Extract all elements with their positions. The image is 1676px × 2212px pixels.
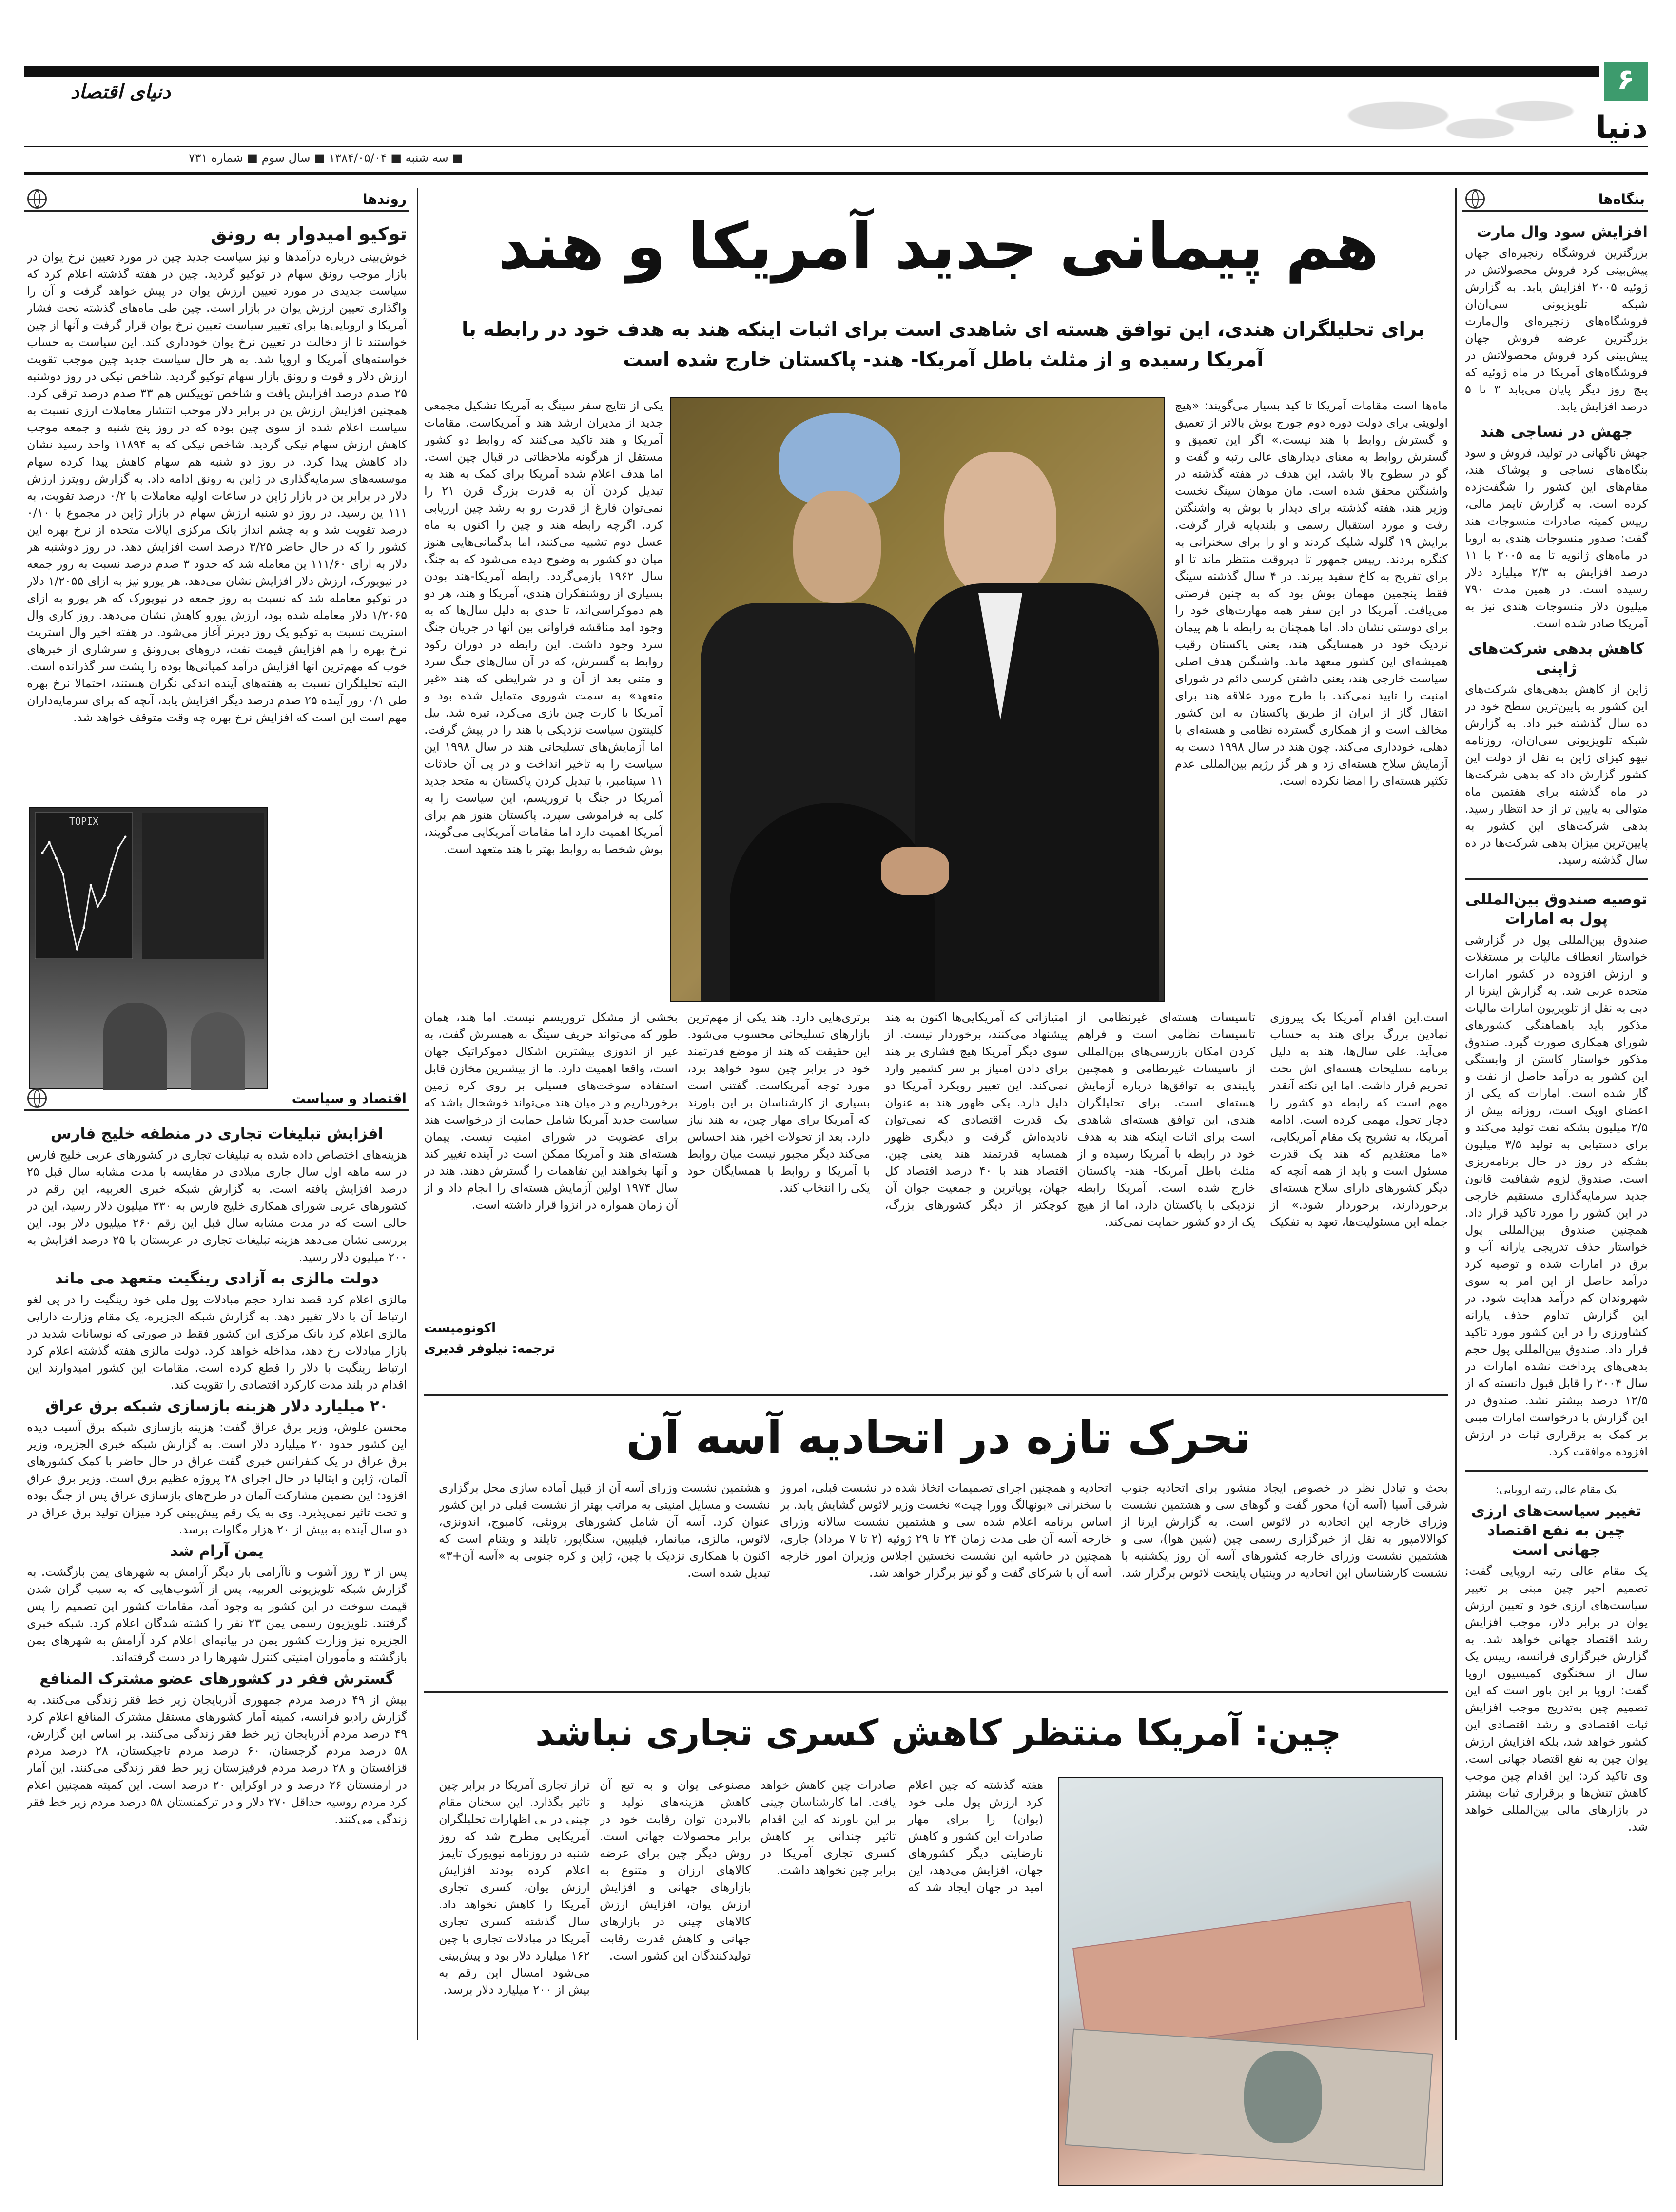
right-section-bar xyxy=(1462,188,1648,212)
article-body: صندوق بین‌المللی پول در گزارشی خواستار انعطاف مالیات بر مستغلات و ارزش افزوده در کشور امارات متحده عربی شد. به گزارش اینرنا از دبی به نقل از تلویزیون امارات مالیات مذکور باید باهماهنگی کشورهای شورای همکاری صورت گیرد. صندوق مذکور خواستار کاستن از وابستگی این کشور به درآمد حاصل از نفت و گاز شده است. امارات که یکی از اعضای اوپک است، روزانه بیش از ۲/۵ میلیون بشکه نفت تولید می‌کند و برای دستیابی به تولید ۳/۵ میلیون بشکه در روز در حال برنامه‌ریزی است. صندوق لزوم شفافیت قانون جدید سرمایه‌گذاری مستقیم خارجی در این کشور را مورد تاکید قرار داد. همچنین صندوق بین‌المللی پول خواستار حذف تدریجی یارانه آب و برق در امارات شده و توصیه کرد درآمد حاصل از این امر به سوی شهروندان کم درآمد هدایت شود. در این گزارش تداوم حذف یارانه کشاورزی را در این کشور مورد تاکید قرار داد. صندوق بین‌المللی پول حجم بدهی‌های پرداخت نشده امارات در سال ۲۰۰۴ را قابل قبول دانسته که از ۱۲/۵ درصد بیشتر نشد. صندوق در این گزارش با درخواست امارات مبنی بر کمک به برقراری ثبات در ارزش افزوده موافقت کرد. xyxy=(1465,933,1648,1458)
main-col-right: ماه‌ها است مقامات آمریکا تا کید بسیار می‌گویند: «هیچ اولویتی برای دولت دوره دوم جورج بوش بالاتر از تعمیق و گسترش روابط با هند نیست.» اگر این تعمیق و گسترش روابط به معنای دیدارهای عالی رتبه و گفت و گو در سطوح بالا باشد، این هدف در هفته گذشته در واشنگتن محقق شده است. مان موهان سینگ نخست وزیر هند، هفته گذشته برای دیدار با بوش به واشنگتن رفت و مورد استقبال رسمی و بلندپایه قرار گرفت. برایش ۱۹ گلوله شلیک کردند و او را برای سخنرانی به کنگره بردند. رییس جمهور تا دیروقت منتظر ماند تا او برای تفریح به کاخ سفید ببرند. در ۴ سال گذشته سینگ فقط پنجمین مهمان بوش بود که به چنین فرصتی می‌یافت. آمریکا در این سفر همه مهارت‌های خود را برای دوستی نشان داد. اما همچنان به رابطه با هم پیمان نزدیک خود در همسایگی هند، یعنی پاکستان رقیب همیشه‌ای این کشور متعهد ماند. واشنگتن هدف اصلی سیاست خارجی هند، یعنی داشتن کرسی دائم در شورای امنیت را تایید نمی‌کند. با طرح مورد علاقه هند برای انتقال گاز از ایران از طریق پاکستان به این کشور مخالف است و از همکاری گسترده نظامی و هسته‌ای با دهلی، خودداری می‌کند. چون هند در سال ۱۹۹۸ دست به آزمایش سلاح هسته‌ای زد و هر گز رژیم بین‌المللی عدم تکثیر هسته‌ای را امضا نکرده است. xyxy=(1175,399,1448,788)
face-left xyxy=(793,491,881,603)
globe-icon xyxy=(27,1088,47,1108)
article-body: ژاپن از کاهش بدهی‌های شرکت‌های این کشور به پایین‌ترین سطح خود در ده سال گذشته خبر داد. به گزارش شبکه تلویزیونی سی‌ان‌ان، روزنامه نیهو کیزای ژاپن به نقل از دولت این کشور گزارش داد که بدهی شرکت‌ها در ماه گذشته برای هفتمین ماه متوالی به پایین تر از حد انتظار رسید. بدهی شرکت‌های این کشور به پایین‌ترین میزان بدهی شرکت‌ها در ده سال گذشته رسید. xyxy=(1465,682,1648,867)
right-news-column xyxy=(1465,219,1648,2013)
news-title: گسترش فقر در کشورهای عضو مشترک المنافع xyxy=(39,1670,394,1688)
chart-point xyxy=(124,836,127,838)
logo: دنیای اقتصاد xyxy=(70,80,171,103)
chart-point xyxy=(83,927,85,929)
article-body: جهش ناگهانی در تولید، فروش و سود بنگاه‌های نساجی و پوشاک هند، مقام‌های این کشور را شگفت‌زده کرده است. به گزارش تایمز مالی، رییس کمیته صادرات منسوجات هند گفت: صدور منسوجات هندی به اروپا در ماه‌های ژانویه تا مه ۲۰۰۵ با ۱۱ درصد افزایش به ۲/۳ میلیارد دلار رسیده است. در همین مدت ۷۹۰ میلیون دلار منسوجات هندی نیز به آمریکا صادر شده است. xyxy=(1465,446,1648,630)
main-headline: هم پیمانی جدید آمریکا و هند xyxy=(498,209,1379,283)
story-divider xyxy=(424,1691,1448,1693)
chart-point xyxy=(117,846,119,849)
main-col-bottom-left: بخشی از مشکل تروریسم نیست. اما هند، همان طور که می‌تواند حریف سینگ به همسرش گفت، به غیر از اندوزی بیشترین اشکال دموکراتیک جهان است، واقعا اهمیت دارد. ما از بیشترین مخازن قابل استفاده سوخت‌های فسیلی بر روی کره زمین برخورداریم و در میان هند می‌تواند خوشحال باشد که سیاست جدید آمریکا شامل حمایت از درخواست هند برای عضویت در شورای امنیت نیست. پیمان هسته‌ای هند و آمریکا ممکن است در آینده تغییر کند و آنها بخواهند این تفاهمات را گسترش دهند. هند در سال ۱۹۷۴ اولین آزمایش هسته‌ای را انجام داد و از آن زمان همواره در انزوا قرار داشته است. xyxy=(424,1010,678,1212)
banknote xyxy=(1072,1901,1425,2054)
article-title: افزایش سود وال مارت xyxy=(1476,223,1648,241)
chart-panel xyxy=(35,813,133,959)
main-col-bottom-right: است.این اقدام آمریکا یک پیروزی نمادین بزرگ برای هند به حساب می‌آید. علی سال‌ها، هند به دلیل برنامه تسلیحات هسته‌ای اش تحت تحریم قرار داشت. اما این نکته آنقدر مهم است که رابطه دو کشور را دچار تحول مهمی کرده است. ادامه آمریکا، به تشریح یک مقام آمریکایی، «ما معتقدیم که هند یک قدرت مسئول است و باید از همه آنچه که دیگر کشورهای دارای سلاح هسته‌ای برخوردارند، برخوردار شود.» از جمله این مسئولیت‌ها، تعهد به تفکیک تاسیسات هسته‌ای غیرنظامی از تاسیسات نظامی است و فراهم کردن امکان بازرسی‌های بین‌المللی از تاسیسات غیرنظامی و همچنین پایبندی به توافق‌ها درباره آزمایش هسته‌ای است. برای تحلیلگران هندی، این توافق هسته‌ای شاهدی است برای اثبات اینکه هند به هدف خود در رابطه با آمریکا رسیده و از مثلث باطل آمریکا- هند- پاکستان خارج شده است. آمریکا رابطه نزدیکی با پاکستان دارد، اما از هیچ یک از دو کشور حمایت نمی‌کند. xyxy=(1077,1010,1448,1229)
news-body: مالزی اعلام کرد قصد ندارد حجم مبادلات پول ملی خود رینگیت را در پی لغو ارتباط آن با دلار تغییر دهد. به گزارش شبکه الجزیره، یک مقام وزارت دارایی مالزی اعلام کرد بانک مرکزی این کشور فقط در صورتی که نوسانات شدید در بازار مبادلات رخ دهد، مداخله خواهد کرد. دولت مالزی هفته گذشته اعلام کرد ارتباط رینگیت با دلار را قطع کرده است. مقامات این کشور امیدوارند این اقدام در بلند مدت کارکرد اقتصادی را تقویت کند. xyxy=(27,1293,407,1392)
news-title: ۲۰ میلیارد دلار هزینه بازسازی شبکه برق عراق xyxy=(45,1397,389,1415)
globe-icon xyxy=(1465,189,1485,209)
left-section-bar xyxy=(24,188,409,212)
dateline-thin-rule xyxy=(24,146,1648,147)
chart-point xyxy=(90,884,92,886)
divider xyxy=(1465,1470,1648,1472)
politics-column xyxy=(27,1121,407,2193)
article-body: یک مقام عالی رتبه اروپایی گفت: تصمیم اخیر چین مبنی بر تغییر سیاست‌های ارزی خود و تعیین ارزش یوان در برابر دلار، موجب افزایش رشد اقتصاد جهانی خواهد شد. به گزارش خبرگزاری فرانسه، رییس یک سال از سخنگوی کمیسیون اروپا گفت: اروپا بر این باور است که این تصمیم چین به‌تدریج موجب افزایش ثبات اقتصادی و رشد اقتصادی این کشور خواهد شد، بلکه افزایش ارزش یوان چین به نفع اقتصاد جهانی است. وی تاکید کرد: این اقدام چین موجب کاهش تنش‌ها و برقراری ثبات بیشتر در بازارهای مالی بین‌المللی خواهد شد. xyxy=(1465,1564,1648,1834)
news-title: یمن آرام شد xyxy=(170,1542,264,1560)
asean-headline: تحرک تازه در اتحادیه آسه آن xyxy=(626,1412,1251,1464)
main-subheadline: برای تحلیلگران هندی، این توافق هسته ای شاهدی است برای اثبات اینکه هند به هدف خود در رابطه با آمریکا رسیده و از مثلث باطل آمریکا- هند- پاکستان خارج شده است xyxy=(461,318,1425,371)
column-rule xyxy=(417,188,418,2040)
dateline-rule xyxy=(24,172,1648,175)
left-section-title: روندها xyxy=(362,191,407,207)
divider xyxy=(1465,878,1648,880)
article-kicker: یک مقام عالی رتبه اروپایی: xyxy=(1495,1484,1618,1496)
world-map-decoration xyxy=(1316,80,1589,168)
trader-silhouette xyxy=(103,1003,167,1090)
banknote-portrait xyxy=(1244,2051,1322,2143)
banknotes-photo xyxy=(1058,1777,1443,2186)
suit-right xyxy=(915,583,1159,1002)
trader-silhouette xyxy=(191,1012,245,1090)
news-body: پس از ۳ روز آشوب و ناآرامی بار دیگر آرامش به شهرهای یمن بازگشت. به گزارش شبکه تلویزیونی العربیه، پس از آشوب‌هایی که به سبب گران شدن قیمت سوخت در این کشور به وجود آمد، مقامات کشور این تصمیم را پس گرفتند. تلویزیون رسمی یمن ۲۳ نفر را کشته شدگان اعلام کرد. شبکه خبری الجزیره نیز وزارت کشور یمن در بیانیه‌ای اعلام کرد آرامش به شهرهای یمن بازگشته و مأموران امنیتی کنترل شهرها را در دست گرفته‌اند. xyxy=(27,1565,407,1664)
news-title: دولت مالزی به آزادی رینگیت متعهد می ماند xyxy=(55,1270,379,1287)
section-title: دنیا xyxy=(1595,110,1648,146)
stock-chart xyxy=(30,808,269,969)
left-section-title-2: اقتصاد و سیاست xyxy=(292,1090,407,1106)
chart-point xyxy=(62,873,64,875)
asean-col: و هشتمین نشست وزرای آسه آن از قبیل آماده سازی محل برگزاری نشست و مسایل امنیتی به مراتب بهتر از نشست قبلی در این کشور عنوان کرد. آسه آن شامل کشورهای برونئی، کامبوج، اندونزی، لائوس، مالزی، میانمار، فیلیپین، سنگاپور، تایلند و ویتنام است که اکنون با همکاری نزدیک با چین، ژاپن و کره جنوبی به «آسه آن+۳» تبدیل شده است. xyxy=(439,1481,770,1580)
asean-col: اتحادیه و همچنین اجرای تصمیمات اتخاذ شده در نشست قبلی، امروز با سخنرانی «بونهالگ وورا چیت» نخست وزیر لائوس گشایش یابد. بر اساس برنامه اعلام شده سی و هشتمین نشست سالانه وزرای خارجه آسه آن طی مدت زمان ۲۴ تا ۲۹ ژوئیه (۲ تا ۷ مرداد) جاری، همچنین در حاشیه این نشست نخستین اجلاس وزیران امور خارجه آسه آن با شرکای گفت و گو نیز برگزار خواهد شد. xyxy=(780,1481,1111,1580)
chart-point xyxy=(76,948,78,951)
news-body: هزینه‌های اختصاص داده شده به تبلیغات تجاری در کشورهای عربی خلیج فارس در سه ماهه اول سال جاری میلادی در مقایسه با مدت مشابه سال قبل ۲۵ درصد افزایش یافته است. به گزارش شبکه خبری العربیه، این رقم در کشورهای عربی شورای همکاری خلیج فارس به ۳۳۰ میلیون دلار رسید، این در حالی است که در مدت مشابه سال قبل این رقم ۲۶۰ میلیون دلار بود. این بررسی نشان می‌دهد هزینه تبلیغات تجاری در عربستان با ۲۵ درصد افزایش به ۲۰۰ میلیون دلار رسید. xyxy=(27,1148,407,1264)
china-col: تراز تجاری آمریکا در برابر چین تاثیر بگذارد. این سخنان مقام چینی در پی اظهارات تحلیلگران آمریکایی مطرح شد که روز شنبه در روزنامه نیویورک تایمز اعلام کرده بودند افزایش ارزش یوان، کسری تجاری آمریکا را کاهش نخواهد داد. سال گذشته کسری تجاری آمریکا در مبادلات تجاری با چین ۱۶۲ میلیارد دلار بود و پیش‌بینی می‌شود امسال این رقم به بیش از ۲۰۰ میلیارد دلار برسد. xyxy=(439,1778,590,1997)
main-col-bottom-mid: امتیازاتی که آمریکایی‌ها اکنون به هند پیشنهاد می‌کنند، برخوردار نیست. از سوی دیگر آمریکا هیچ فشاری بر هند برای دادن امتیاز بر سر کشمیر وارد نمی‌کند. این تغییر رویکرد آمریکا دو دلیل دارد. یکی ظهور هند به عنوان یک قدرت اقتصادی که نمی‌توان نادیده‌اش گرفت و دیگری ظهور همسایه قدرتمند هند یعنی چین. اقتصاد هند با ۴۰ درصد اقتصاد کل جهان، پویاترین و جمعیت جوان آن کوچکتر از دیگر کشورهای بزرگ، برتری‌هایی دارد. هند یکی از مهم‌ترین بازارهای تسلیحاتی محسوب می‌شود. این حقیقت که هند از موضع قدرتمند خود در برابر چین سود خواهد برد، مورد توجه آمریکاست. گفتنی است بسیاری از کارشناسان بر این باورند که آمریکا برای مهار چین، به هند نیاز دارد. بعد از تحولات اخیر، هند احساس می‌کند دیگر مجبور نیست میان روابط با آمریکا و روابط با همسایگان خود یکی را انتخاب کند. xyxy=(687,1010,1068,1212)
chart-point xyxy=(55,857,58,859)
story-divider xyxy=(424,1394,1448,1396)
news-body: بیش از ۴۹ درصد مردم جمهوری آذربایجان زیر خط فقر زندگی می‌کنند. به گزارش رادیو فرانسه، کمیته آمار کشورهای مستقل مشترک المنافع اعلام کرد ۴۹ درصد مردم آذربایجان زیر خط فقر زندگی می‌کنند. بر اساس این گزارش، ۵۸ درصد مردم گرجستان، ۶۰ درصد مردم تاجیکستان، ۲۸ درصد مردم قزاقستان و ۲۸ درصد مردم قرقیزستان زیر خط فقر زندگی می‌کنند. این آمار در ارمنستان ۲۶ درصد و در اوکراین ۲۰ درصد است. این کمیته همچنین اعلام کرد مردم روسیه حداقل ۲۷۰ دلار و در ترکمنستان ۵۸ درصد مردم زیر خط فقر زندگی می‌کنند. xyxy=(27,1693,407,1826)
face-right xyxy=(944,452,1056,598)
globe-icon xyxy=(27,189,47,209)
china-col: هفته گذشته که چین اعلام کرد ارزش پول ملی خود (یوان) را برای مهار صادرات این کشور و کاهش نارضایتی دیگر کشورهای جهان، افزایش می‌دهد، این امید در جهان ایجاد شد که صادرات چین کاهش خواهد یافت. اما کارشناسان چینی بر این باورند که این اقدام تاثیر چندانی بر کاهش کسری تجاری آمریکا در برابر چین نخواهد داشت. xyxy=(760,1778,1043,1894)
main-col-left: یکی از نتایج سفر سینگ به آمریکا تشکیل مجمعی جدید از مدیران ارشد هند و آمریکاست. مقامات آمریکا و هند تاکید می‌کنند که روابط دو کشور مستقل از هرگونه ملاحظاتی در قبال چین است. اما هدف اعلام شده آمریکا برای کمک به هند به تبدیل کردن آن به قدرت بزرگ قرن ۲۱ را نمی‌توان فارغ از قدرت رو به رشد چین ارزیابی کرد. اگرچه رابطه هند و چین را اکنون به ماه عسل دوم تشبیه می‌کنند، اما بدگمانی‌هایی هنوز میان دو کشور به وضوح دیده می‌شود که به جنگ سال ۱۹۶۲ بازمی‌گردد. رابطه آمریکا-هند بودن بسیاری از روشنفکران هندی، آمریکا و هند، هر دو هم دموکراسی‌اند، تا حدی به دلیل سال‌ها که به وجود آمد مناقشه فراوانی بین آنها در جریان جنگ سرد وجود داشت. این رابطه در دوران رکود روابط به گسترش، که در آن سال‌های جنگ سرد و متنی بعد از آن و در شرایطی که هند «غیر متعهد» به سمت شوروی متمایل شده بود و آمریکا با کارت چین بازی می‌کرد، تیره شد. بیل کلینتون سیاست نزدیکی با هند را در پیش گرفت. اما آزمایش‌های تسلیحاتی هند در سال ۱۹۹۸ این سیاست را به تاخیر انداخت و در پی آن حادثات ۱۱ سپتامبر، با تبدیل کردن پاکستان به متحد جدید آمریکا در جنگ با تروریسم، این سیاست را به کلی به فراموشی سپرد. پاکستان هنوز هم برای آمریکا اهمیت دارد اما مقامات آمریکایی می‌گویند، بوش شخصا به روابط بهتر با هند متعهد است. xyxy=(424,399,663,856)
ticker-board xyxy=(142,813,264,959)
dateline: ■ سه شنبه ■ ۱۳۸۴/۰۵/۰۴ ■ سال سوم ■ شماره ۷۳۱ xyxy=(188,151,463,165)
chart-point xyxy=(69,916,71,918)
news-body: محسن علوش، وزیر برق عراق گفت: هزینه بازسازی شبکه برق آسیب دیده این کشور حدود ۲۰ میلیارد دلار است. به گزارش شبکه خبری الجزیره، وزیر برق عراق در یک کنفرانس خبری گفت عراق در حال حاضر با کمک کشورهای آلمان، ژاپن و ایتالیا در حال اجرای ۲۸ پروژه عظیم برق است. وزیر برق عراق افزود: این تضمین مشارکت آلمان در طرح‌های بازسازی عراق پس از جنگ بوده و تحت تاثیر نمی‌پذیرد. وی به یک رقم پیش‌بینی کرد میزان تولید برق عراق در دو سال آینده به بیش از ۲۰ هزار مگاوات برسد. xyxy=(27,1420,407,1536)
right-section-title: بنگاه‌ها xyxy=(1598,191,1645,207)
left-section-bar-2 xyxy=(24,1087,409,1111)
credit-source: اکونومیست xyxy=(424,1321,496,1336)
chart-point xyxy=(97,905,99,908)
credit-translator: ترجمه: نیلوفر قدیری xyxy=(424,1341,555,1356)
trend-body: خوش‌بینی درباره درآمدها و نیز سیاست جدید چین در مورد تعیین نرخ یوان در بازار موجب رونق سهام در توکیو گردید. چین در هفته گذشته اعلام کرد که سیاست جدیدی در مورد تعیین ارزش یوان در پیش خواهد گرفت و آن را واگذاری تعیین ارزش یوان در بازار است. چین طی ماه‌های گذشته تحت فشار آمریکا و اروپایی‌ها برای تغییر سیاست تعیین نرخ یوان قرار گرفت و آنها از چین خواستند تا از دخالت در تعیین نرخ یوان خودداری کند. این سیاست به حساب خواسته‌های آمریکا و اروپا شد. به هر حال سیاست جدید چین موجب تقویت ارزش دلار و قوت و رونق بازار سهام توکیو گردید. شاخص نیکی در روز دوشنبه ۲۵ صدم درصد افزایش یافت و شاخص توپیکس هم ۳۳ صدم درصد ترقی کرد. همچنین افزایش ارزش ین در برابر دلار موجب انتشار معاملات ارزی نسبت به سیاست اعلام شده از سوی چین بوده که در روز پنج شنبه و جمعه موجب کاهش ارزش سهام نیکی گردید. شاخص نیکی که به ۱۱۸۹۴ واحد رسید نشان داد کاهش پیدا کرد. در روز دو شنبه هم سهام کاهش پیدا کرده سهام موسسه‌های سرمایه‌گذاری در ژاپن به رونق ادامه داد. به گزارش رویترز ارزش دلار در برابر ین در بازار ژاپن در ساعات اولیه معاملات با ۰/۲ درصد تقویت، به ۱۱۱ ین رسید. در روز دو شنبه ارزش سهام در بازار ژاپن در مجموع با ۰/۱۰ درصد تقویت شد و به چشم انداز بانک مرکزی ایالات متحده از نرخ بهره این کشور را که در حال حاضر ۳/۲۵ درصد است افزایش دهد. در روز دوشنبه هر دلار به ازای ۱۱۱/۶۰ ین معامله شد که حدود ۳ صدم درصد نسبت به روز جمعه در نیویورک، ارزش دلار افزایش نشان می‌دهد. هر یورو نیز به ازای ۱/۲۰۵۵ دلار در توکیو معامله شد که نسبت به روز جمعه در نیویورک که هر یورو به ازای ۱/۲۰۶۵ دلار معامله شده بود، ارزش یورو کاهش نشان می‌دهد. روز کاری وال استریت نسبت به توکیو یک روز دیرتر آغاز می‌شود. در هفته اخیر وال استریت نرخ بهره را هم افزایش قیمت نفت، دروهای بی‌رونق و سرشاری از خبرهای خوب که مهم‌ترین آنها افزایش درآمد کمپانی‌ها بوده را پشت سر گذرانده است. البته تحلیلگران نسبت به هفته‌های آینده اندکی نگران هستند، احتمالا نرخ بهره طی ۰/۱ روز آینده ۲۵ صدم درصد دیگر افزایش یابد، آنچه که برای سرمایه‌داران مهم است این است که افزایش نرخ بهره چه وقت متوقف خواهد شد. xyxy=(27,250,407,724)
chart-point xyxy=(41,852,44,854)
handshake xyxy=(881,847,949,895)
article-title: کاهش بدهی شرکت‌های ژاپنی xyxy=(1468,640,1645,677)
chart-point xyxy=(48,841,51,843)
top-rule xyxy=(24,66,1599,77)
news-title: افزایش تبلیغات تجاری در منطقه خلیج فارس xyxy=(50,1125,384,1143)
column-rule xyxy=(1455,188,1457,2040)
article-body: بزرگترین فروشگاه زنجیره‌ای جهان پیش‌بینی کرد فروش محصولاتش در ژوئیه ۲۰۰۵ افزایش یابد. به گزارش شبکه تلویزیونی سی‌ان‌ان فروشگاه‌های زنجیره‌ای وال‌مارت بزرگترین عرضه فروش جهان پیش‌بینی کرد فروش محصولاتش در فروشگاه‌های آمریکا در ماه ژوئیه که پنج روز دیگر پایان می‌یابد ۳ تا ۵ درصد افزایش یابد. xyxy=(1465,246,1648,413)
china-headline: چین: آمریکا منتظر کاهش کسری تجاری نباشد xyxy=(535,1712,1342,1754)
china-col: مصنوعی یوان و به تبع آن کاهش هزینه‌های تولید و بالابردن توان رقابت خود در برابر محصولات جهانی است. روش دیگر چین برای عرضه کالاهای ارزان و متنوع به بازارهای جهانی و افزایش ارزش یوان، افزایش ارزش کالاهای چینی در بازارهای جهانی و کاهش قدرت رقابت تولیدکنندگان این کشور است. xyxy=(600,1778,751,1962)
chart-point xyxy=(103,894,106,897)
podium xyxy=(730,803,935,1002)
stock-board-photo xyxy=(29,807,268,1089)
article-title: جهش در نساجی هند xyxy=(1480,423,1633,441)
asean-col: بحث و تبادل نظر در خصوص ایجاد منشور برای اتحادیه جنوب شرقی آسیا (آسه آن) محور گفت و گوهای سی و هشتمین نشست وزرای خارجه این اتحادیه در لائوس است. به گزارش ایرنا از کوالالامپور به نقل از خبرگزاری رسمی چین (شین هوا)، سی و هشتمین نشست وزرای خارجه کشورهای آسه آن روز یکشنبه با نشست کارشناسان این اتحادیه در وینتیان پایتخت لائوس برگزار شد. xyxy=(1121,1481,1448,1580)
chart-title: TOPIX xyxy=(69,815,99,827)
article-title: تغییر سیاست‌های ارزی چین به نفع اقتصاد جهانی است xyxy=(1471,1502,1642,1559)
trend-title: توکیو امیدوار به رونق xyxy=(210,223,407,245)
bush-singh-photo xyxy=(670,397,1165,1002)
page-number: ۶ xyxy=(1617,62,1635,97)
article-title: توصیه صندوق بین‌المللی پول به امارات xyxy=(1465,891,1648,928)
chart-point xyxy=(110,868,113,870)
